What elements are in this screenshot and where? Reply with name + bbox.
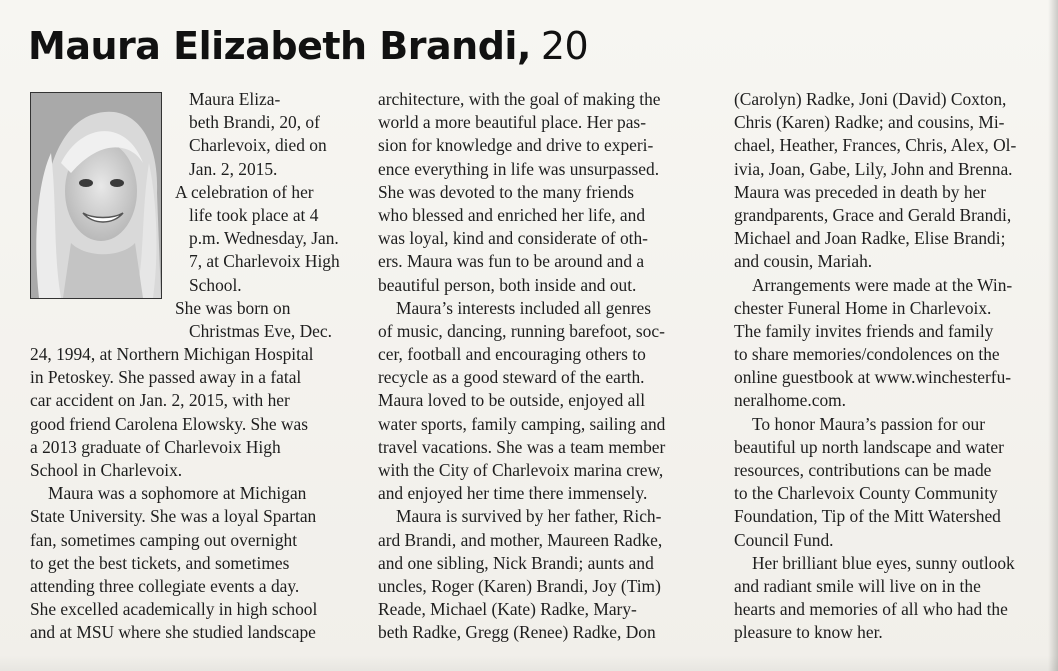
text-line: to the Charlevoix County Community — [734, 483, 998, 504]
text-line: with the City of Charlevoix marina crew, — [378, 460, 664, 480]
text-line: (Carolyn) Radke, Joni (David) Coxton, — [734, 89, 1007, 109]
text-line: She was born on — [175, 297, 291, 318]
text-line: Her brilliant blue eyes, sunny outlook — [752, 552, 1015, 573]
text-line: to share memories/condolences on the — [734, 344, 1000, 365]
text-line: ard Brandi, and mother, Maureen Radke, — [378, 529, 663, 550]
text-line: beth Brandi, 20, of — [189, 112, 320, 133]
text-line: Arrangements were made at the Win- — [752, 274, 1013, 295]
text-line: beautiful person, both inside and out. — [378, 274, 637, 295]
text-line: grandparents, Grace and Gerald Brandi, — [734, 204, 1012, 225]
text-line: a 2013 graduate of Charlevoix High — [30, 436, 281, 457]
text-line: Maura Eliza- — [189, 89, 281, 109]
text-line: resources, contributions can be made — [734, 460, 992, 480]
text-line: To honor Maura’s passion for our — [752, 413, 986, 434]
text-line: School in Charlevoix. — [30, 460, 183, 480]
text-line: ivia, Joan, Gabe, Lily, John and Brenna. — [734, 158, 1013, 179]
headline-name: Maura Elizabeth Brandi, — [28, 24, 531, 68]
text-line: in Petoskey. She passed away in a fatal — [30, 367, 302, 388]
article-column-3 — [734, 88, 1052, 645]
text-line: pleasure to know her. — [734, 622, 883, 643]
text-line: 24, 1994, at Northern Michigan Hospital — [30, 344, 314, 365]
text-line: and one sibling, Nick Brandi; aunts and — [378, 552, 654, 573]
text-line: Christmas Eve, Dec. — [189, 320, 332, 341]
text-line: Jan. 2, 2015. — [189, 158, 278, 179]
text-line: chester Funeral Home in Charlevoix. — [734, 297, 992, 318]
text-line: ence everything in life was unsurpassed. — [378, 158, 660, 179]
text-line: Michael and Joan Radke, Elise Brandi; — [734, 228, 1006, 249]
scan-edge-shadow — [1048, 0, 1058, 671]
text-line: of music, dancing, running barefoot, soc- — [378, 320, 665, 341]
text-line: School. — [189, 274, 242, 295]
text-line: who blessed and enriched her life, and — [378, 204, 646, 225]
text-line: Council Fund. — [734, 529, 834, 550]
text-line: fan, sometimes camping out overnight — [30, 529, 298, 550]
text-line: She was devoted to the many friends — [378, 181, 634, 202]
text-line: attending three collegiate events a day. — [30, 575, 300, 596]
text-line: world a more beautiful place. Her pas- — [378, 112, 646, 133]
text-line: 7, at Charlevoix High — [189, 251, 340, 272]
scan-shadow — [0, 655, 1058, 671]
text-line: She excelled academically in high school — [30, 599, 318, 620]
text-line: A celebration of her — [175, 181, 314, 202]
obituary-headline — [28, 24, 588, 68]
text-line: good friend Carolena Elowsky. She was — [30, 413, 309, 434]
text-line: ers. Maura was fun to be around and a — [378, 251, 645, 272]
text-line: online guestbook at www.winchesterfu- — [734, 367, 1012, 388]
text-line: and at MSU where she studied landscape — [30, 622, 316, 643]
text-line: cer, football and encouraging others to — [378, 344, 646, 365]
text-line: and radiant smile will live on in the — [734, 575, 981, 596]
text-line: Charlevoix, died on — [189, 135, 327, 156]
text-line: life took place at 4 — [189, 204, 319, 225]
article-column-2 — [378, 88, 714, 645]
text-line: Maura’s interests included all genres — [396, 297, 651, 318]
article-column-1 — [30, 88, 360, 645]
text-line: neralhome.com. — [734, 390, 847, 411]
text-line: Maura is survived by her father, Rich- — [396, 506, 662, 527]
text-line: The family invites friends and family — [734, 320, 994, 341]
text-line: car accident on Jan. 2, 2015, with her — [30, 390, 290, 411]
text-line: was loyal, kind and considerate of oth- — [378, 228, 648, 249]
text-line: State University. She was a loyal Spartan — [30, 506, 317, 527]
text-line: hearts and memories of all who had the — [734, 599, 1008, 620]
text-line: beth Radke, Gregg (Renee) Radke, Don — [378, 622, 656, 643]
text-line: chael, Heather, Frances, Chris, Alex, Ol- — [734, 135, 1017, 156]
headline-age: 20 — [540, 24, 589, 68]
text-line: beautiful up north landscape and water — [734, 436, 1004, 457]
text-line: Maura was preceded in death by her — [734, 181, 987, 202]
text-line: sion for knowledge and drive to experi- — [378, 135, 654, 156]
text-line: water sports, family camping, sailing and — [378, 413, 666, 434]
text-line: Foundation, Tip of the Mitt Watershed — [734, 506, 1001, 527]
text-line: travel vacations. She was a team member — [378, 436, 666, 457]
text-line: architecture, with the goal of making the — [378, 89, 661, 109]
text-line: and cousin, Mariah. — [734, 251, 873, 272]
text-line: and enjoyed her time there immensely. — [378, 483, 648, 504]
text-line: to get the best tickets, and sometimes — [30, 552, 290, 573]
text-line: Reade, Michael (Kate) Radke, Mary- — [378, 599, 637, 620]
text-line: recycle as a good steward of the earth. — [378, 367, 645, 388]
text-line: Chris (Karen) Radke; and cousins, Mi- — [734, 112, 1005, 133]
text-line: uncles, Roger (Karen) Brandi, Joy (Tim) — [378, 575, 661, 596]
text-line: p.m. Wednesday, Jan. — [189, 228, 339, 249]
text-line: Maura loved to be outside, enjoyed all — [378, 390, 646, 411]
text-line: Maura was a sophomore at Michigan — [48, 483, 307, 504]
